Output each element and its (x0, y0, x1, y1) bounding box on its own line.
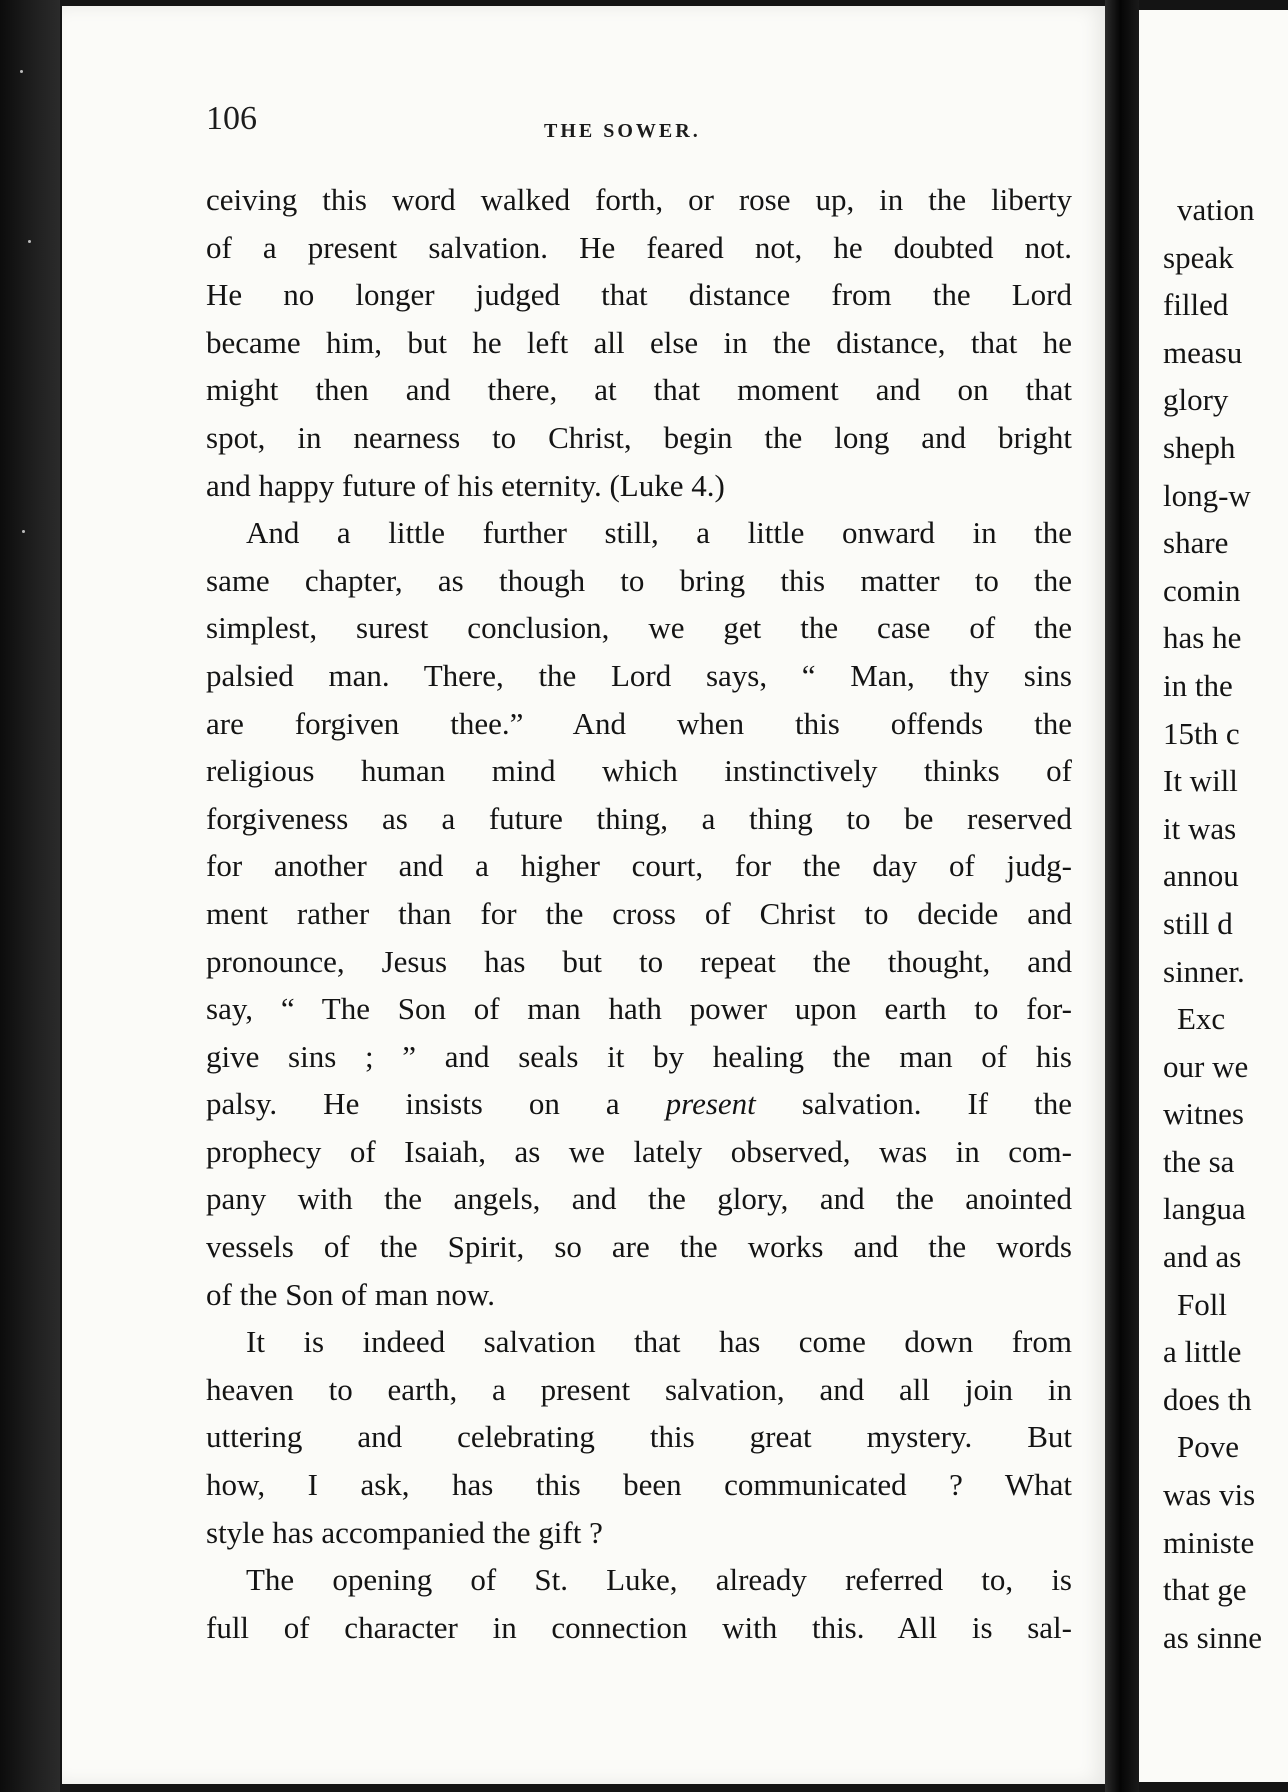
text-line-fragment: the sa (1163, 1143, 1235, 1179)
text-line-fragment: and as (1163, 1239, 1242, 1275)
text-line: palsy. He insists on a present salvation. If the (206, 1086, 1072, 1122)
text-line: style has accompanied the gift ? (206, 1514, 603, 1550)
text-line-fragment: long-w (1163, 477, 1251, 513)
text-line: ment rather than for the cross of Christ to decide and (206, 895, 1072, 931)
scan-border-left (0, 0, 60, 1792)
text-line-fragment: It will (1163, 763, 1238, 799)
text-line-fragment: ministe (1163, 1524, 1255, 1560)
text-line: and happy future of his eternity. (Luke 4.) (206, 467, 725, 503)
text-line: spot, in nearness to Christ, begin the long and bright (206, 419, 1072, 455)
text-line-fragment: Exc (1177, 1001, 1226, 1037)
text-line-fragment: langua (1163, 1191, 1246, 1227)
text-line: of the Son of man now. (206, 1276, 496, 1312)
text-line-fragment: in the (1163, 667, 1233, 703)
italic-word: present (665, 1086, 756, 1122)
text-line: vessels of the Spirit, so are the works and the words (206, 1229, 1072, 1265)
right-page-text (1163, 186, 1288, 1661)
text-line: religious human mind which instinctively thinks of (206, 753, 1072, 789)
running-title: THE SOWER. (544, 120, 701, 142)
text-line-fragment: a little (1163, 1334, 1242, 1370)
text-line: pany with the angels, and the glory, and the anointed (206, 1181, 1072, 1217)
text-line: The opening of St. Luke, already referred to, is (246, 1562, 1072, 1598)
text-line-fragment: glory (1163, 382, 1229, 418)
scan-speck (28, 240, 31, 243)
text-line: are forgiven thee.” And when this offends the (206, 705, 1072, 741)
text-line-fragment: comin (1163, 572, 1241, 608)
text-line: how, I ask, has this been communicated ? What (206, 1467, 1072, 1503)
text-line: palsied man. There, the Lord says, “ Man, thy sins (206, 657, 1072, 693)
text-line-fragment: does th (1163, 1381, 1252, 1417)
scan-speck (20, 70, 23, 73)
text-line: for another and a higher court, for the day of judg- (206, 848, 1072, 884)
text-line-fragment: our we (1163, 1048, 1249, 1084)
text-line: same chapter, as though to bring this matter to the (206, 562, 1072, 598)
text-line-fragment: filled (1163, 287, 1229, 323)
text-line-fragment: share (1163, 525, 1229, 561)
text-line-fragment: speak (1163, 239, 1234, 275)
running-head (206, 100, 1078, 150)
text-line: full of character in connection with this. All is sal- (206, 1609, 1072, 1645)
text-line: forgiveness as a future thing, a thing to be reserved (206, 800, 1072, 836)
scan-speck (22, 530, 25, 533)
text-line-fragment: sheph (1163, 429, 1236, 465)
text-line-fragment: Foll (1177, 1286, 1227, 1322)
text-line-fragment: vation (1177, 192, 1255, 227)
text-line: give sins ; ” and seals it by healing the man of his (206, 1038, 1072, 1074)
text-line: became him, but he left all else in the distance, that he (206, 324, 1072, 360)
left-page-text (206, 176, 1072, 1651)
right-page (1139, 10, 1288, 1782)
text-line: pronounce, Jesus has but to repeat the thought, and (206, 943, 1072, 979)
page-number: 106 (206, 100, 257, 137)
text-line: prophecy of Isaiah, as we lately observed, was in com- (206, 1133, 1072, 1169)
text-line: heaven to earth, a present salvation, and all join in (206, 1371, 1072, 1407)
text-line-fragment: it was (1163, 810, 1237, 846)
text-line-fragment: was vis (1163, 1477, 1256, 1513)
text-line: He no longer judged that distance from the Lord (206, 277, 1072, 313)
text-line: uttering and celebrating this great mystery. But (206, 1419, 1072, 1455)
text-line: ceiving this word walked forth, or rose up, in the liberty (206, 182, 1072, 217)
text-line-fragment: as sinne (1163, 1619, 1263, 1655)
text-line-fragment: sinner. (1163, 953, 1245, 989)
text-line-fragment: annou (1163, 858, 1239, 894)
text-line-fragment: that ge (1163, 1572, 1247, 1608)
text-line-fragment: has he (1163, 620, 1242, 656)
text-line: And a little further still, a little onward in the (246, 515, 1072, 551)
book-gutter (1105, 0, 1139, 1792)
text-line: simplest, surest conclusion, we get the case of the (206, 610, 1072, 646)
text-line-fragment: Pove (1177, 1429, 1239, 1465)
text-line-fragment: 15th c (1163, 715, 1240, 751)
text-line: might then and there, at that moment and on that (206, 372, 1072, 408)
text-line-fragment: witnes (1163, 1096, 1244, 1132)
text-line-fragment: measu (1163, 334, 1243, 370)
text-line: say, “ The Son of man hath power upon earth to for- (206, 991, 1072, 1027)
text-line: of a present salvation. He feared not, he doubted not. (206, 229, 1072, 265)
text-line-fragment: still d (1163, 905, 1233, 941)
text-line: It is indeed salvation that has come down from (246, 1324, 1072, 1360)
